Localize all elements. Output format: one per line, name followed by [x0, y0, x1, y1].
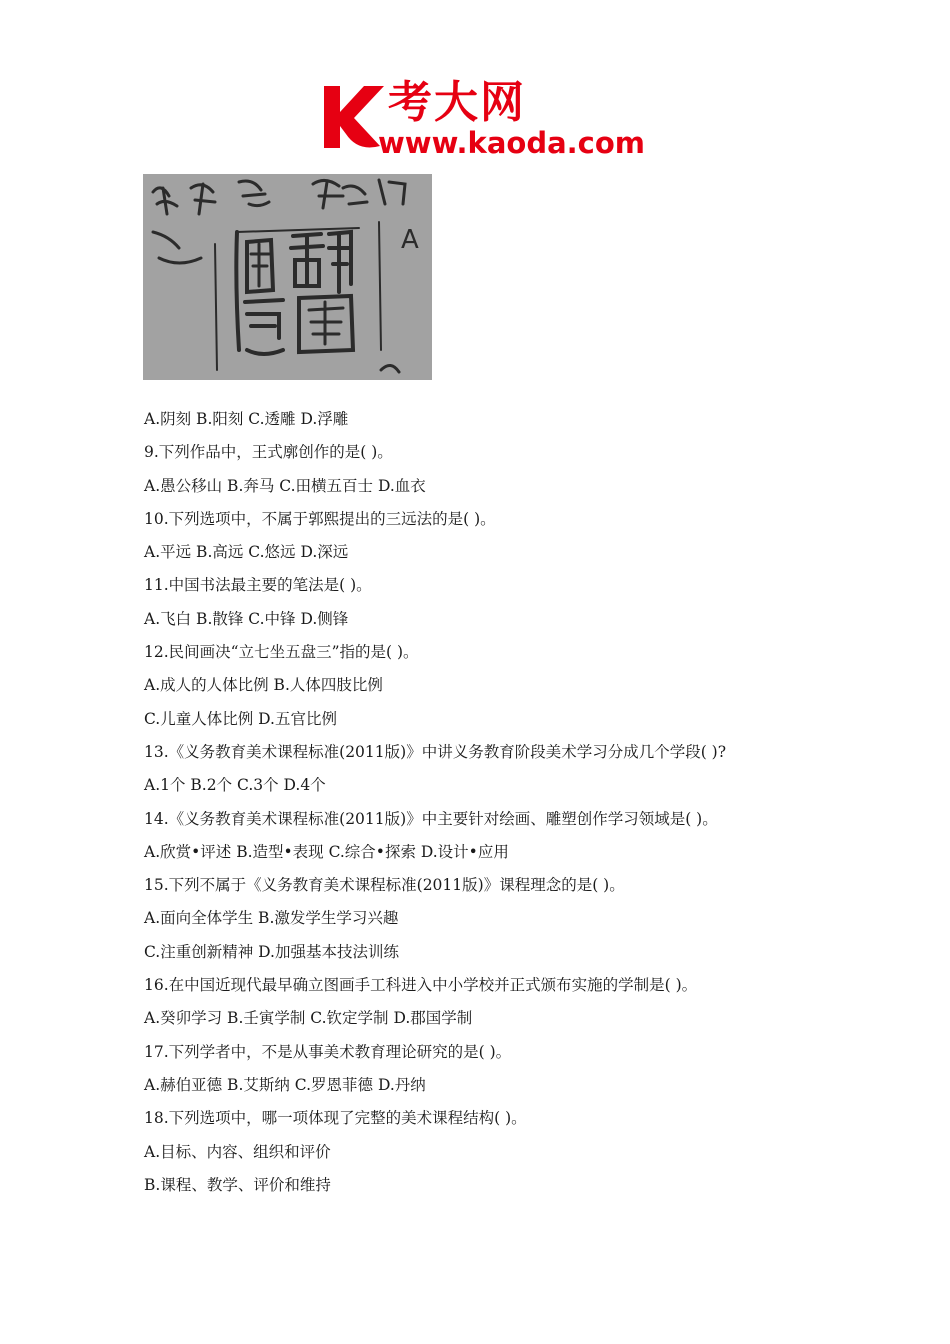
question-line: A.1个 B.2个 C.3个 D.4个	[144, 776, 326, 795]
seal-carving-photo-icon	[143, 174, 432, 380]
logo-url-text: www.kaoda.com	[378, 126, 645, 160]
question-line: 15.下列不属于《义务教育美术课程标准(2011版)》课程理念的是( )。	[144, 876, 625, 895]
question-line: A.目标、内容、组织和评价	[144, 1142, 331, 1161]
question-line: 10.下列选项中，不属于郭熙提出的三远法的是( )。	[144, 509, 496, 528]
question-line: A.平远 B.高远 C.悠远 D.深远	[144, 543, 349, 562]
image-letter-label: A	[401, 225, 419, 255]
question-line: A.癸卯学习 B.壬寅学制 C.钦定学制 D.郡国学制	[144, 1009, 473, 1028]
question-line: 11.中国书法最主要的笔法是( )。	[144, 576, 372, 595]
question-line: A.欣赏•评述 B.造型•表现 C.综合•探索 D.设计•应用	[144, 842, 509, 861]
question-line: 18.下列选项中，哪一项体现了完整的美术课程结构( )。	[144, 1109, 527, 1128]
seal-carving-image	[143, 174, 432, 380]
logo-brand-text: 考大网	[388, 77, 526, 128]
question-line: 13.《义务教育美术课程标准(2011版)》中讲义务教育阶段美术学习分成几个学段( )?	[144, 742, 727, 761]
kaoda-logo	[318, 77, 645, 160]
question-line: B.课程、教学、评价和维持	[144, 1175, 331, 1194]
question-line: C.注重创新精神 D.加强基本技法训练	[144, 942, 399, 961]
question-line: 17.下列学者中，不是从事美术教育理论研究的是( )。	[144, 1042, 512, 1061]
question-list	[144, 403, 844, 1202]
question-line: A.阴刻 B.阳刻 C.透雕 D.浮雕	[144, 410, 349, 428]
question-line: A.面向全体学生 B.激发学生学习兴趣	[144, 909, 399, 928]
question-line: A.成人的人体比例 B.人体四肢比例	[144, 676, 383, 695]
question-line: A.赫伯亚德 B.艾斯纳 C.罗恩菲德 D.丹纳	[144, 1075, 426, 1094]
question-line: A.飞白 B.散锋 C.中锋 D.侧锋	[144, 609, 349, 628]
question-line: 16.在中国近现代最早确立图画手工科进入中小学校并正式颁布实施的学制是( )。	[144, 976, 698, 995]
question-line: C.儿童人体比例 D.五官比例	[144, 709, 337, 728]
question-line: 9.下列作品中，王式廓创作的是( )。	[144, 443, 393, 462]
question-line: A.愚公移山 B.奔马 C.田横五百士 D.血衣	[144, 476, 426, 495]
question-line: 14.《义务教育美术课程标准(2011版)》中主要针对绘画、雕塑创作学习领域是( )。	[144, 809, 718, 828]
question-line: 12.民间画决“立七坐五盘三”指的是( )。	[144, 643, 419, 662]
